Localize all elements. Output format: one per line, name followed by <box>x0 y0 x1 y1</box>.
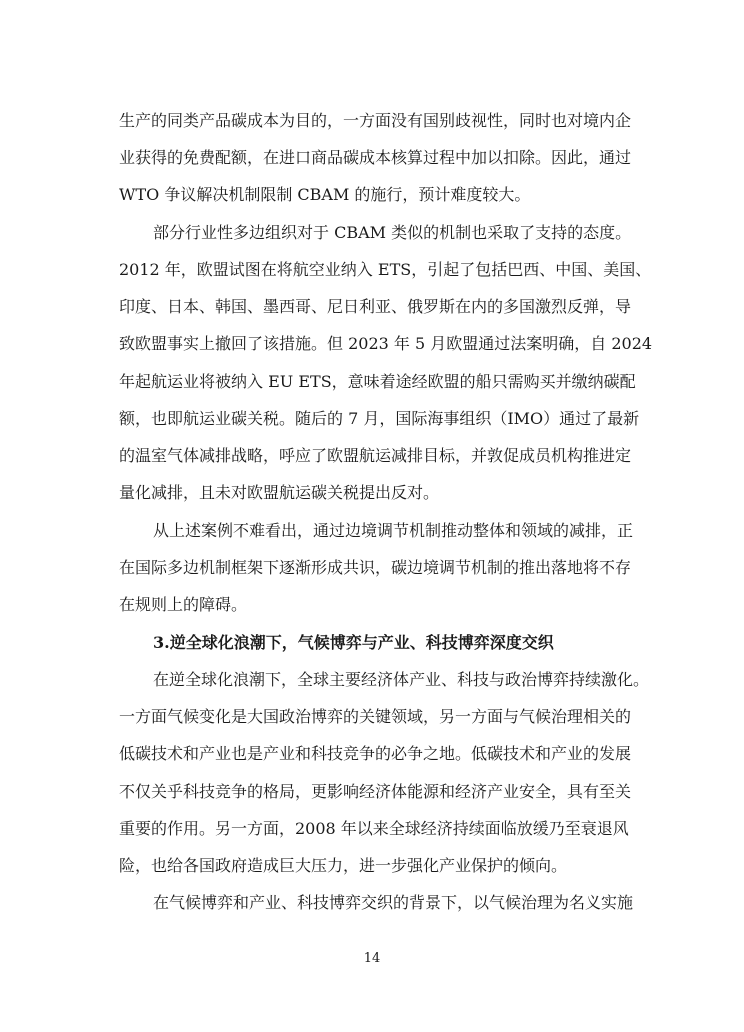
body-text-line: 年起航运业将被纳入 EU ETS，意味着途经欧盟的船只需购买并缴纳碳配 <box>119 372 636 391</box>
body-text-line: 险，也给各国政府造成巨大压力，进一步强化产业保护的倾向。 <box>119 856 568 875</box>
body-text-line: 低碳技术和产业也是产业和科技竞争的必争之地。低碳技术和产业的发展 <box>119 744 632 763</box>
body-text-line: 额，也即航运业碳关税。随后的 7 月，国际海事组织（IMO）通过了最新 <box>119 409 640 428</box>
body-text-line: 部分行业性多边组织对于 CBAM 类似的机制也采取了支持的态度。 <box>153 223 632 242</box>
body-text-line: 不仅关乎科技竞争的格局，更影响经济体能源和经济产业安全，具有至关 <box>119 782 632 801</box>
body-text-line: 2012 年，欧盟试图在将航空业纳入 ETS，引起了包括巴西、中国、美国、 <box>119 260 652 279</box>
body-text-line: 业获得的免费配额，在进口商品碳成本核算过程中加以扣除。因此，通过 <box>119 148 632 167</box>
page-number: 14 <box>363 951 381 966</box>
body-text-line: 从上述案例不难看出，通过边境调节机制推动整体和领域的减排，正 <box>153 521 634 540</box>
section-heading: 3.逆全球化浪潮下，气候博弈与产业、科技博弈深度交织 <box>153 633 554 652</box>
body-text-line: 的温室气体减排战略，呼应了欧盟航运减排目标，并敦促成员机构推进定 <box>119 446 632 465</box>
body-text-line: 在逆全球化浪潮下，全球主要经济体产业、科技与政治博弈持续激化。 <box>153 670 650 689</box>
body-text-line: 致欧盟事实上撤回了该措施。但 2023 年 5 月欧盟通过法案明确，自 2024 <box>119 334 653 353</box>
body-text-line: 重要的作用。另一方面，2008 年以来全球经济持续面临放缓乃至衰退风 <box>119 819 629 838</box>
body-text-line: 一方面气候变化是大国政治博弈的关键领域，另一方面与气候治理相关的 <box>119 707 632 726</box>
body-text-line: 生产的同类产品碳成本为目的，一方面没有国别歧视性，同时也对境内企 <box>119 111 632 130</box>
body-text-line: 量化减排，且未对欧盟航运碳关税提出反对。 <box>119 483 440 502</box>
body-text-line: 印度、日本、韩国、墨西哥、尼日利亚、俄罗斯在内的多国激烈反弹，导 <box>119 297 632 316</box>
body-text-line: 在国际多边机制框架下逐渐形成共识，碳边境调节机制的推出落地将不存 <box>119 558 632 577</box>
body-text-line: 在规则上的障碍。 <box>119 595 248 614</box>
body-text-line: 在气候博弈和产业、科技博弈交织的背景下，以气候治理为名义实施 <box>153 893 634 912</box>
body-text-line: WTO 争议解决机制限制 CBAM 的施行，预计难度较大。 <box>119 185 531 204</box>
